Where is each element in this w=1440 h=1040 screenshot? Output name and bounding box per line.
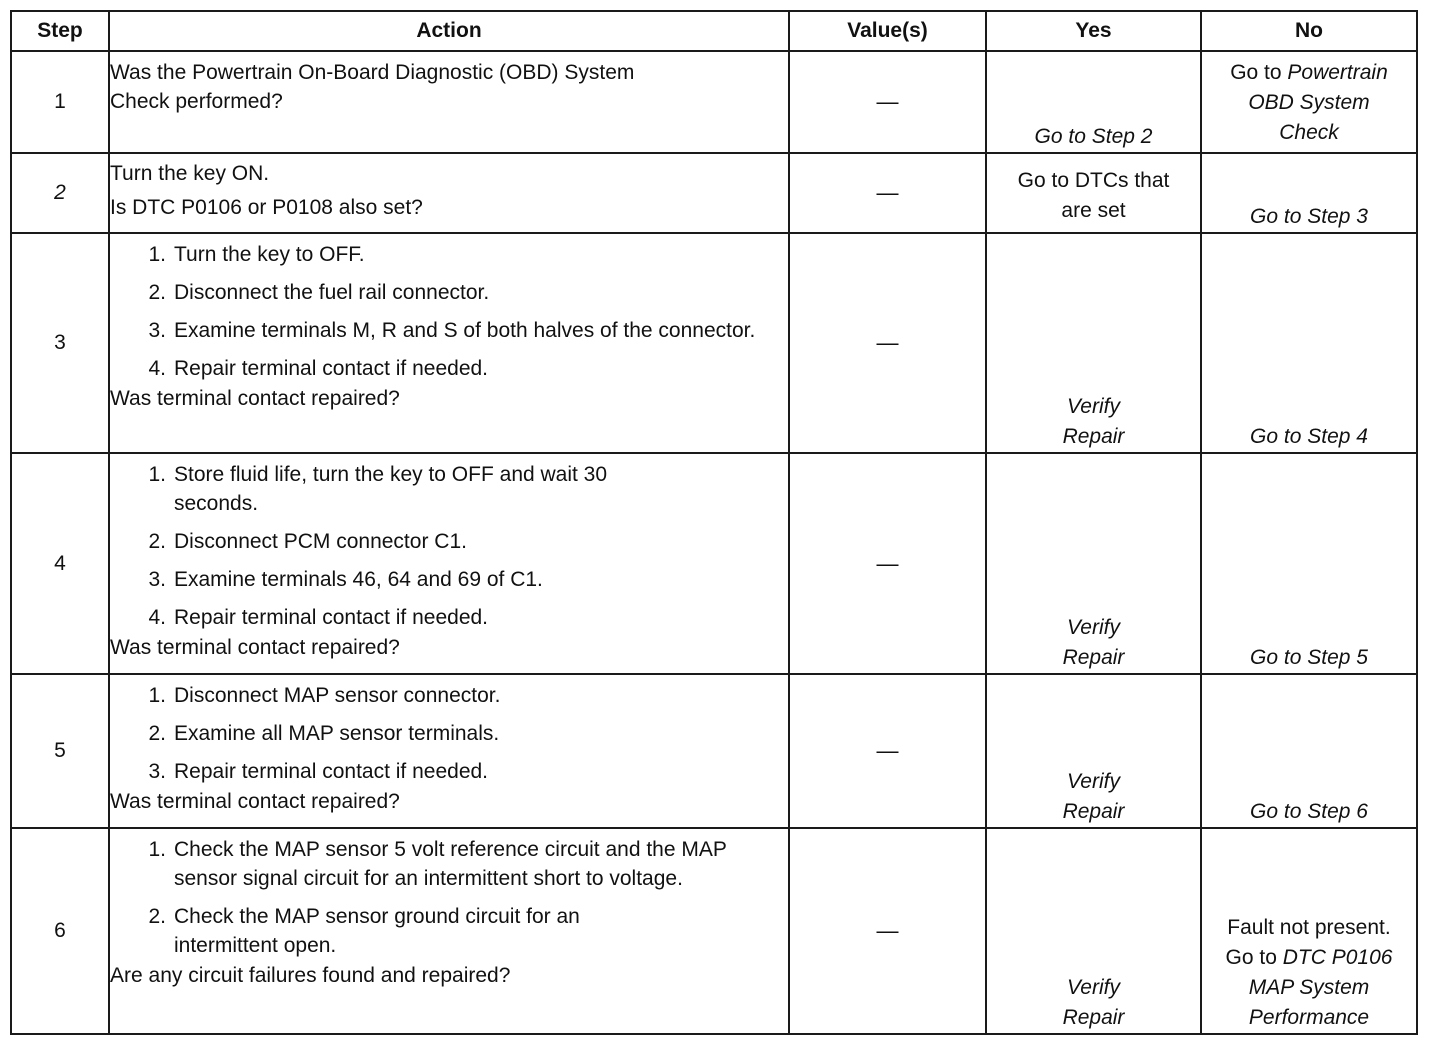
diagnostic-table-page (10, 10, 1416, 1031)
yes-cell (986, 51, 1201, 153)
table-row (11, 153, 1417, 233)
list-item: 4. Repair terminal contact if needed. (148, 606, 489, 629)
no-goto-link[interactable]: Go to Step 4 (1250, 425, 1368, 448)
no-cell (1201, 453, 1417, 674)
list-item: 2. Disconnect the fuel rail connector. (148, 281, 490, 304)
yes-goto-link[interactable]: Go to DTCs that (1017, 169, 1170, 192)
step-number: 3 (11, 233, 109, 453)
no-goto-link[interactable]: Performance (1248, 1006, 1370, 1029)
action-question: Was terminal contact repaired? (110, 790, 400, 813)
no-cell (1201, 51, 1417, 153)
value-cell: — (789, 828, 986, 1034)
yes-cell (986, 153, 1201, 233)
no-goto-link[interactable]: Go to Step 3 (1250, 205, 1368, 228)
no-goto-link[interactable]: Powertrain (1287, 61, 1388, 84)
action-list (110, 460, 788, 632)
yes-goto-link[interactable]: Verify (1067, 770, 1120, 793)
table-row (11, 674, 1417, 828)
yes-goto-link[interactable]: Repair (1062, 425, 1125, 448)
table-row (11, 828, 1417, 1034)
no-goto-link[interactable]: DTC P0106 (1282, 946, 1393, 969)
action-cell (109, 828, 789, 1034)
header-no: No (1201, 11, 1417, 51)
no-cell (1201, 233, 1417, 453)
action-list (110, 681, 788, 786)
yes-goto-link[interactable]: Verify (1067, 616, 1120, 639)
list-item: 2. Disconnect PCM connector C1. (148, 530, 467, 553)
list-item: 1. Check the MAP sensor 5 volt reference circuit and the MAP sensor signal circuit for an intermittent short to voltage. (148, 838, 727, 890)
action-question: Was terminal contact repaired? (110, 387, 400, 410)
action-text: Check performed? (110, 90, 283, 113)
step-number: 1 (11, 51, 109, 153)
yes-goto-link[interactable]: Repair (1062, 646, 1125, 669)
action-cell (109, 233, 789, 453)
no-prefix: Go to (1230, 61, 1282, 84)
header-yes: Yes (986, 11, 1201, 51)
no-goto-link[interactable]: Check (1279, 121, 1339, 144)
list-item: 4. Repair terminal contact if needed. (148, 357, 489, 380)
step-number: 2 (11, 153, 109, 233)
value-cell: — (789, 51, 986, 153)
list-item: 3. Examine terminals 46, 64 and 69 of C1. (148, 568, 543, 591)
no-cell (1201, 828, 1417, 1034)
yes-cell (986, 233, 1201, 453)
action-cell (109, 153, 789, 233)
no-goto-link[interactable]: OBD System (1248, 91, 1370, 114)
list-item: 2. Check the MAP sensor ground circuit for an intermittent open. (148, 905, 580, 957)
action-list (110, 240, 788, 383)
no-goto-link[interactable]: Go to Step 6 (1250, 800, 1368, 823)
yes-goto-link[interactable]: Repair (1062, 800, 1125, 823)
action-cell (109, 51, 789, 153)
table-row (11, 453, 1417, 674)
list-item: 3. Repair terminal contact if needed. (148, 760, 489, 783)
header-step: Step (11, 11, 109, 51)
action-cell (109, 453, 789, 674)
yes-goto-link[interactable]: Go to Step 2 (1034, 125, 1153, 148)
yes-cell (986, 828, 1201, 1034)
yes-goto-link[interactable]: are set (1061, 199, 1126, 222)
list-item: 1. Store fluid life, turn the key to OFF and wait 30 seconds. (148, 463, 608, 515)
header-row (11, 11, 1417, 51)
header-values: Value(s) (789, 11, 986, 51)
yes-cell (986, 453, 1201, 674)
step-number: 5 (11, 674, 109, 828)
list-item: 1. Turn the key to OFF. (148, 243, 365, 266)
no-goto-link[interactable]: MAP System (1248, 976, 1370, 999)
no-goto-link[interactable]: Go to Step 5 (1250, 646, 1368, 669)
list-item: 3. Examine terminals M, R and S of both halves of the connector. (148, 319, 756, 342)
yes-goto-link[interactable]: Verify (1067, 976, 1120, 999)
diagnostic-table (10, 10, 1418, 1035)
table-row (11, 233, 1417, 453)
step-number: 4 (11, 453, 109, 674)
list-item: 1. Disconnect MAP sensor connector. (148, 684, 501, 707)
action-text: Is DTC P0106 or P0108 also set? (110, 196, 423, 219)
action-question: Are any circuit failures found and repaired? (110, 964, 511, 987)
yes-goto-link[interactable]: Repair (1062, 1006, 1125, 1029)
step-number: 6 (11, 828, 109, 1034)
no-cell (1201, 674, 1417, 828)
value-cell: — (789, 153, 986, 233)
value-cell: — (789, 674, 986, 828)
no-prefix: Go to (1225, 946, 1277, 969)
header-action: Action (109, 11, 789, 51)
value-cell: — (789, 453, 986, 674)
action-question: Was terminal contact repaired? (110, 636, 400, 659)
action-text: Turn the key ON. (110, 162, 270, 185)
action-list (110, 835, 788, 960)
no-cell (1201, 153, 1417, 233)
list-item: 2. Examine all MAP sensor terminals. (148, 722, 500, 745)
value-cell: — (789, 233, 986, 453)
action-text: Was the Powertrain On-Board Diagnostic (OBD) System (110, 61, 635, 84)
table-row (11, 51, 1417, 153)
no-text: Fault not present. (1227, 916, 1391, 939)
yes-cell (986, 674, 1201, 828)
action-cell (109, 674, 789, 828)
yes-goto-link[interactable]: Verify (1067, 395, 1120, 418)
